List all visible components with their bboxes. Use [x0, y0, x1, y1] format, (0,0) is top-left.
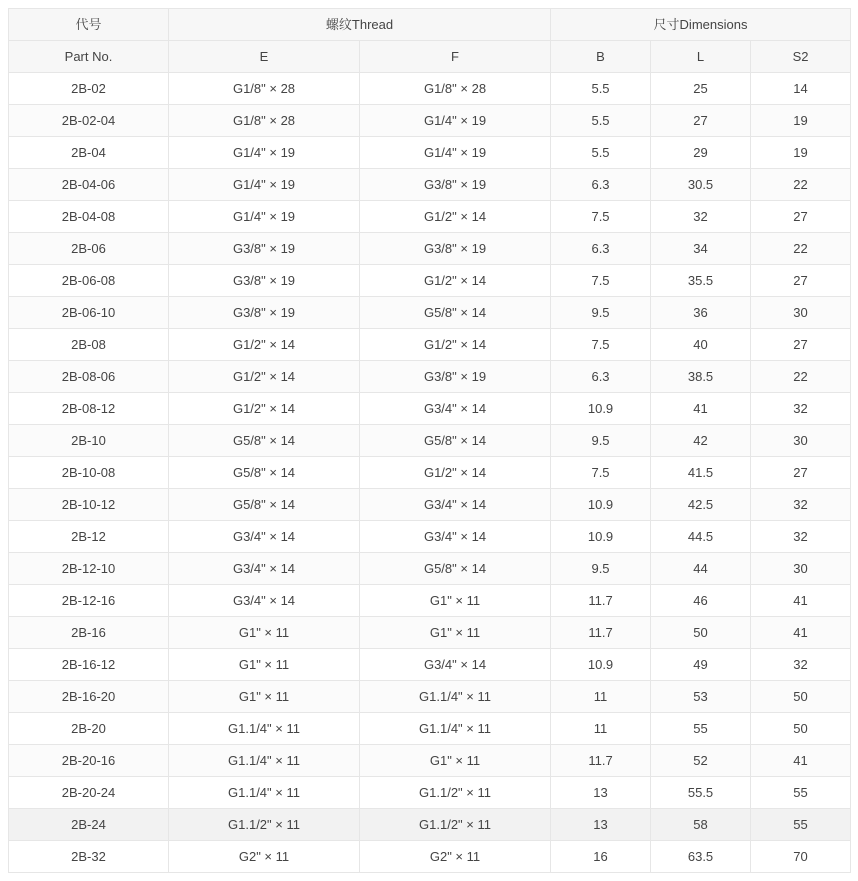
table-row	[9, 265, 851, 297]
cell-thread-e: G1/8" × 28	[169, 73, 360, 105]
table-row	[9, 425, 851, 457]
cell-dimension-l: 49	[651, 649, 751, 681]
cell-dimension-l: 34	[651, 233, 751, 265]
cell-part-no: 2B-04-06	[9, 169, 169, 201]
table-row	[9, 489, 851, 521]
cell-dimension-s2: 32	[751, 489, 851, 521]
cell-dimension-l: 63.5	[651, 841, 751, 873]
cell-thread-e: G1.1/4" × 11	[169, 777, 360, 809]
cell-dimension-s2: 55	[751, 777, 851, 809]
cell-part-no: 2B-20-24	[9, 777, 169, 809]
cell-dimension-l: 41.5	[651, 457, 751, 489]
cell-dimension-l: 50	[651, 617, 751, 649]
column-header-l: L	[651, 41, 751, 73]
cell-dimension-b: 10.9	[551, 393, 651, 425]
cell-thread-f: G3/8" × 19	[360, 361, 551, 393]
cell-dimension-l: 30.5	[651, 169, 751, 201]
cell-thread-f: G1" × 11	[360, 585, 551, 617]
cell-thread-f: G1/2" × 14	[360, 265, 551, 297]
cell-thread-e: G1/8" × 28	[169, 105, 360, 137]
cell-thread-e: G1" × 11	[169, 681, 360, 713]
cell-thread-e: G5/8" × 14	[169, 457, 360, 489]
table-body	[9, 73, 851, 873]
column-header-f: F	[360, 41, 551, 73]
cell-dimension-l: 42.5	[651, 489, 751, 521]
cell-thread-e: G5/8" × 14	[169, 425, 360, 457]
column-header-part-no: Part No.	[9, 41, 169, 73]
cell-dimension-s2: 19	[751, 137, 851, 169]
cell-thread-f: G5/8" × 14	[360, 553, 551, 585]
cell-thread-e: G1/2" × 14	[169, 361, 360, 393]
cell-dimension-b: 9.5	[551, 553, 651, 585]
group-header-thread: 螺纹Thread	[169, 9, 551, 41]
cell-thread-e: G5/8" × 14	[169, 489, 360, 521]
cell-dimension-l: 55	[651, 713, 751, 745]
cell-part-no: 2B-20	[9, 713, 169, 745]
cell-part-no: 2B-16-12	[9, 649, 169, 681]
cell-thread-f: G3/4" × 14	[360, 489, 551, 521]
cell-dimension-b: 9.5	[551, 425, 651, 457]
cell-dimension-l: 46	[651, 585, 751, 617]
cell-part-no: 2B-02	[9, 73, 169, 105]
cell-thread-f: G1/4" × 19	[360, 137, 551, 169]
cell-dimension-s2: 32	[751, 649, 851, 681]
cell-thread-f: G1" × 11	[360, 745, 551, 777]
table-row	[9, 297, 851, 329]
cell-dimension-l: 25	[651, 73, 751, 105]
cell-part-no: 2B-12-16	[9, 585, 169, 617]
cell-dimension-b: 5.5	[551, 137, 651, 169]
cell-dimension-s2: 41	[751, 585, 851, 617]
cell-dimension-l: 36	[651, 297, 751, 329]
cell-thread-e: G3/4" × 14	[169, 521, 360, 553]
cell-dimension-b: 11.7	[551, 745, 651, 777]
cell-dimension-b: 10.9	[551, 649, 651, 681]
table-row	[9, 137, 851, 169]
cell-dimension-s2: 41	[751, 745, 851, 777]
table-row	[9, 745, 851, 777]
cell-thread-e: G1/4" × 19	[169, 201, 360, 233]
table-row	[9, 809, 851, 841]
cell-thread-e: G3/8" × 19	[169, 297, 360, 329]
cell-thread-e: G1.1/4" × 11	[169, 745, 360, 777]
cell-thread-e: G2" × 11	[169, 841, 360, 873]
table-row	[9, 777, 851, 809]
table-row	[9, 201, 851, 233]
cell-thread-e: G1.1/4" × 11	[169, 713, 360, 745]
cell-part-no: 2B-10-12	[9, 489, 169, 521]
table-row	[9, 585, 851, 617]
cell-part-no: 2B-10	[9, 425, 169, 457]
cell-part-no: 2B-16-20	[9, 681, 169, 713]
cell-thread-f: G5/8" × 14	[360, 425, 551, 457]
cell-dimension-s2: 50	[751, 713, 851, 745]
cell-dimension-l: 42	[651, 425, 751, 457]
sub-header-row	[9, 41, 851, 73]
cell-part-no: 2B-20-16	[9, 745, 169, 777]
table-row	[9, 73, 851, 105]
cell-thread-f: G3/4" × 14	[360, 649, 551, 681]
cell-dimension-s2: 27	[751, 265, 851, 297]
cell-part-no: 2B-04	[9, 137, 169, 169]
table-row	[9, 681, 851, 713]
cell-thread-f: G1.1/2" × 11	[360, 809, 551, 841]
cell-thread-f: G1.1/2" × 11	[360, 777, 551, 809]
cell-part-no: 2B-08	[9, 329, 169, 361]
cell-part-no: 2B-06-10	[9, 297, 169, 329]
column-header-b: B	[551, 41, 651, 73]
table-row	[9, 553, 851, 585]
cell-dimension-s2: 55	[751, 809, 851, 841]
cell-dimension-l: 35.5	[651, 265, 751, 297]
table-row	[9, 457, 851, 489]
cell-dimension-l: 40	[651, 329, 751, 361]
cell-dimension-s2: 50	[751, 681, 851, 713]
cell-part-no: 2B-08-12	[9, 393, 169, 425]
cell-dimension-s2: 22	[751, 361, 851, 393]
cell-dimension-b: 9.5	[551, 297, 651, 329]
cell-thread-e: G3/4" × 14	[169, 585, 360, 617]
cell-thread-f: G3/8" × 19	[360, 169, 551, 201]
table-row	[9, 233, 851, 265]
cell-part-no: 2B-04-08	[9, 201, 169, 233]
cell-part-no: 2B-06-08	[9, 265, 169, 297]
cell-thread-e: G1/2" × 14	[169, 329, 360, 361]
cell-part-no: 2B-32	[9, 841, 169, 873]
cell-dimension-l: 29	[651, 137, 751, 169]
cell-dimension-l: 58	[651, 809, 751, 841]
cell-thread-e: G3/8" × 19	[169, 233, 360, 265]
cell-thread-f: G1/2" × 14	[360, 201, 551, 233]
group-header-dimensions: 尺寸Dimensions	[551, 9, 851, 41]
cell-dimension-b: 5.5	[551, 73, 651, 105]
cell-part-no: 2B-06	[9, 233, 169, 265]
cell-thread-e: G1" × 11	[169, 617, 360, 649]
cell-dimension-s2: 22	[751, 233, 851, 265]
cell-dimension-s2: 27	[751, 201, 851, 233]
cell-dimension-s2: 27	[751, 329, 851, 361]
cell-thread-f: G5/8" × 14	[360, 297, 551, 329]
cell-dimension-b: 10.9	[551, 521, 651, 553]
cell-part-no: 2B-10-08	[9, 457, 169, 489]
table-row	[9, 361, 851, 393]
cell-part-no: 2B-08-06	[9, 361, 169, 393]
cell-part-no: 2B-12	[9, 521, 169, 553]
cell-part-no: 2B-16	[9, 617, 169, 649]
cell-dimension-s2: 22	[751, 169, 851, 201]
table-row	[9, 841, 851, 873]
cell-dimension-l: 27	[651, 105, 751, 137]
cell-dimension-b: 7.5	[551, 265, 651, 297]
table-row	[9, 649, 851, 681]
cell-thread-e: G3/4" × 14	[169, 553, 360, 585]
cell-thread-e: G1/4" × 19	[169, 137, 360, 169]
cell-dimension-s2: 70	[751, 841, 851, 873]
cell-dimension-l: 55.5	[651, 777, 751, 809]
cell-thread-e: G1.1/2" × 11	[169, 809, 360, 841]
cell-dimension-b: 6.3	[551, 361, 651, 393]
cell-thread-e: G1/4" × 19	[169, 169, 360, 201]
cell-dimension-s2: 19	[751, 105, 851, 137]
specification-table	[8, 8, 851, 873]
cell-dimension-b: 11.7	[551, 617, 651, 649]
cell-dimension-s2: 27	[751, 457, 851, 489]
cell-dimension-s2: 32	[751, 521, 851, 553]
table-row	[9, 617, 851, 649]
group-header-row	[9, 9, 851, 41]
table-header	[9, 9, 851, 73]
cell-dimension-l: 53	[651, 681, 751, 713]
cell-part-no: 2B-02-04	[9, 105, 169, 137]
cell-thread-f: G1/2" × 14	[360, 329, 551, 361]
cell-part-no: 2B-12-10	[9, 553, 169, 585]
cell-thread-f: G1/4" × 19	[360, 105, 551, 137]
cell-dimension-b: 7.5	[551, 457, 651, 489]
cell-thread-f: G1/2" × 14	[360, 457, 551, 489]
cell-dimension-b: 7.5	[551, 329, 651, 361]
cell-thread-f: G1" × 11	[360, 617, 551, 649]
table-row	[9, 713, 851, 745]
cell-dimension-s2: 30	[751, 425, 851, 457]
cell-dimension-l: 38.5	[651, 361, 751, 393]
table-row	[9, 169, 851, 201]
cell-dimension-b: 5.5	[551, 105, 651, 137]
cell-dimension-b: 11	[551, 681, 651, 713]
table-row	[9, 105, 851, 137]
cell-dimension-b: 13	[551, 777, 651, 809]
cell-thread-e: G3/8" × 19	[169, 265, 360, 297]
cell-thread-f: G1.1/4" × 11	[360, 681, 551, 713]
cell-thread-e: G1/2" × 14	[169, 393, 360, 425]
cell-thread-f: G1.1/4" × 11	[360, 713, 551, 745]
cell-thread-f: G3/4" × 14	[360, 521, 551, 553]
cell-dimension-b: 11.7	[551, 585, 651, 617]
table-row	[9, 521, 851, 553]
cell-dimension-s2: 32	[751, 393, 851, 425]
cell-dimension-s2: 30	[751, 553, 851, 585]
cell-dimension-b: 13	[551, 809, 651, 841]
cell-thread-e: G1" × 11	[169, 649, 360, 681]
column-header-s2: S2	[751, 41, 851, 73]
cell-dimension-b: 6.3	[551, 169, 651, 201]
cell-dimension-s2: 41	[751, 617, 851, 649]
table-row	[9, 329, 851, 361]
cell-part-no: 2B-24	[9, 809, 169, 841]
cell-thread-f: G1/8" × 28	[360, 73, 551, 105]
cell-dimension-b: 16	[551, 841, 651, 873]
column-header-e: E	[169, 41, 360, 73]
cell-dimension-b: 7.5	[551, 201, 651, 233]
table-row	[9, 393, 851, 425]
cell-thread-f: G3/8" × 19	[360, 233, 551, 265]
cell-dimension-b: 11	[551, 713, 651, 745]
cell-dimension-l: 52	[651, 745, 751, 777]
group-header-part-no: 代号	[9, 9, 169, 41]
cell-dimension-l: 32	[651, 201, 751, 233]
cell-thread-f: G3/4" × 14	[360, 393, 551, 425]
cell-thread-f: G2" × 11	[360, 841, 551, 873]
cell-dimension-s2: 30	[751, 297, 851, 329]
cell-dimension-l: 41	[651, 393, 751, 425]
cell-dimension-b: 10.9	[551, 489, 651, 521]
cell-dimension-s2: 14	[751, 73, 851, 105]
cell-dimension-l: 44.5	[651, 521, 751, 553]
cell-dimension-b: 6.3	[551, 233, 651, 265]
cell-dimension-l: 44	[651, 553, 751, 585]
